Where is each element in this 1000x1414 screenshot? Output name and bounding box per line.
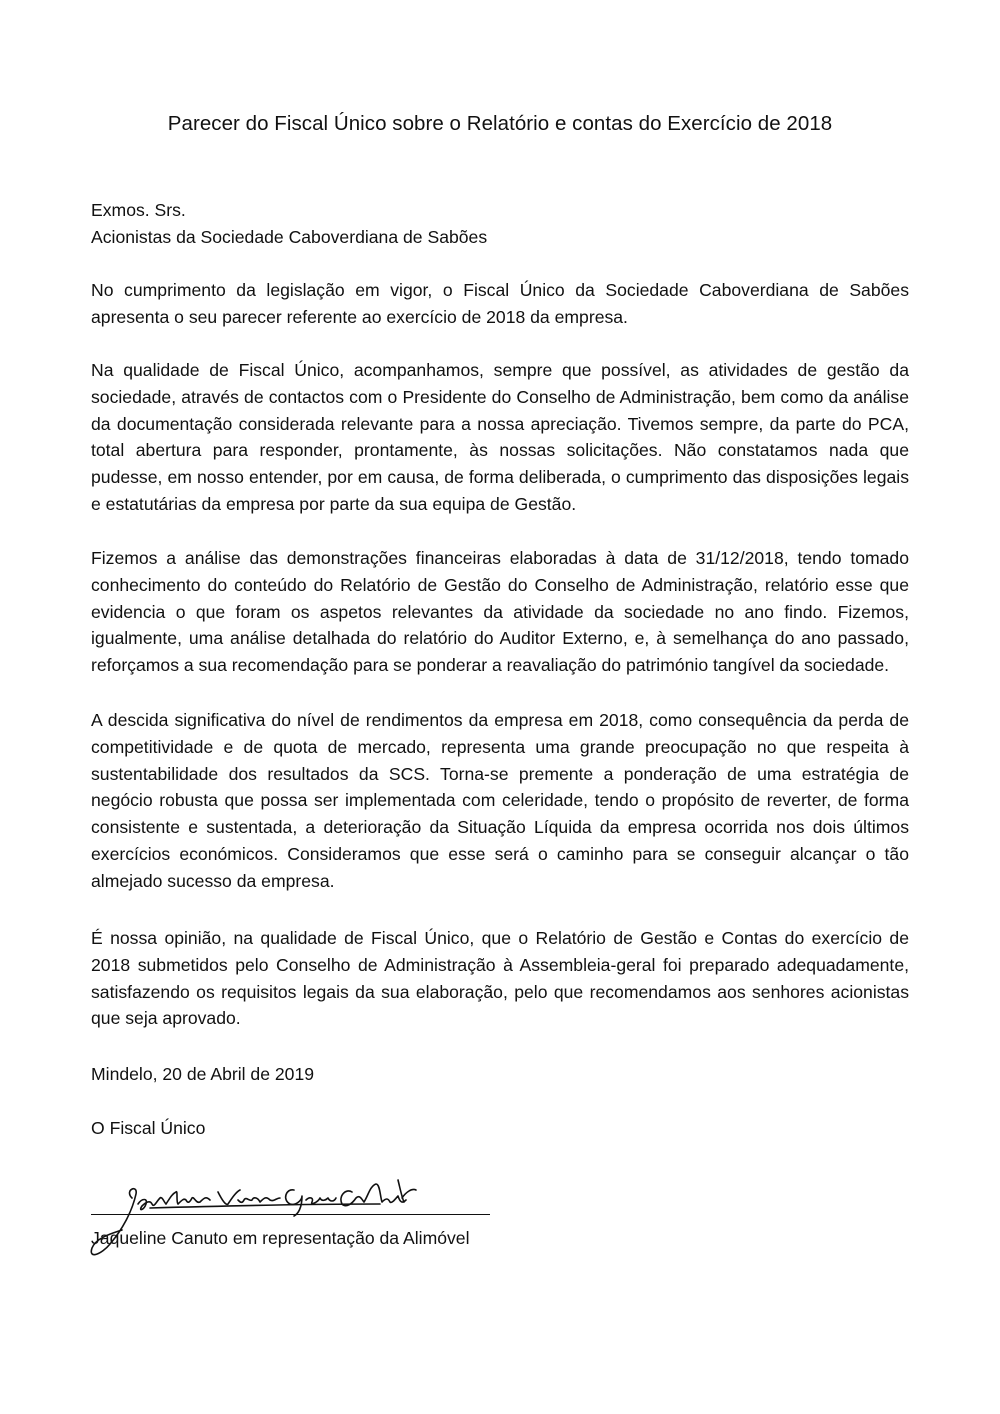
paragraph-3: [91, 545, 909, 679]
paragraph-1: [91, 277, 909, 331]
paragraph-5: [91, 925, 909, 1032]
addressee: Acionistas da Sociedade Caboverdiana de Sabões: [91, 226, 488, 247]
signatory-name: Jaqueline Canuto em representação da Alimóvel: [91, 1228, 470, 1248]
paragraph-text: É nossa opinião, na qualidade de Fiscal Único, que o Relatório de Gestão e Contas do exercício de 2018 submetidos pelo Conselho de Administração à Assembleia-geral foi preparado adequadamente, satisfazendo os requisitos legais da sua elaboração, pelo que recomendamos aos senhores acionistas que seja aprovado.: [91, 928, 909, 1029]
paragraph-text: Fizemos a análise das demonstrações financeiras elaboradas à data de 31/12/2018, tendo tomado conhecimento do conteúdo do Relatório de Gestão do Conselho de Administração, relatório esse que evidencia o que foram os aspetos relevantes da atividade da sociedade no ano findo. Fizemos, igualmente, uma análise detalhada do relatório do Auditor Externo, e, à semelhança do ano passado, reforçamos a sua recomendação para se ponderar a reavaliação do património tangível da sociedade.: [91, 548, 909, 676]
signature-block: [80, 1168, 500, 1288]
document-title: Parecer do Fiscal Único sobre o Relatório e contas do Exercício de 2018: [167, 112, 833, 135]
paragraph-text: No cumprimento da legislação em vigor, o Fiscal Único da Sociedade Caboverdiana de Sabões apresenta o seu parecer referente ao exercício de 2018 da empresa.: [91, 280, 909, 327]
salutation-block: [91, 197, 909, 251]
closing: O Fiscal Único: [91, 1118, 206, 1138]
paragraph-text: A descida significativa do nível de rendimentos da empresa em 2018, como consequência da perda de competitividade e de quota de mercado, representa uma grande preocupação no que respeita à sustentabilidade dos resultados da SCS. Torna-se premente a ponderação de uma estratégia de negócio robusta que possa ser implementada com celeridade, tendo o propósito de reverter, de forma consistente e sustentada, a deterioração da Situação Líquida da empresa ocorrida nos dois últimos exercícios económicos. Consideramos que esse será o caminho para se conseguir alcançar o tão almejado sucesso da empresa.: [91, 710, 909, 891]
paragraph-text: Na qualidade de Fiscal Único, acompanhamos, sempre que possível, as atividades de gestão da sociedade, através de contactos com o Presidente do Conselho de Administração, bem como da análise da documentação considerada relevante para a nossa apreciação. Tivemos sempre, da parte do PCA, total abertura para responder, prontamente, às nossas solicitações. Não constatamos nada que pudesse, em nosso entender, por em causa, de forma deliberada, o cumprimento das disposições legais e estatutárias da empresa por parte da sua equipa de Gestão.: [91, 360, 909, 514]
place-date: Mindelo, 20 de Abril de 2019: [91, 1064, 315, 1084]
paragraph-2: [91, 357, 909, 518]
signature-line: [91, 1214, 490, 1215]
salutation: Exmos. Srs.: [91, 200, 186, 220]
paragraph-4: [91, 707, 909, 895]
